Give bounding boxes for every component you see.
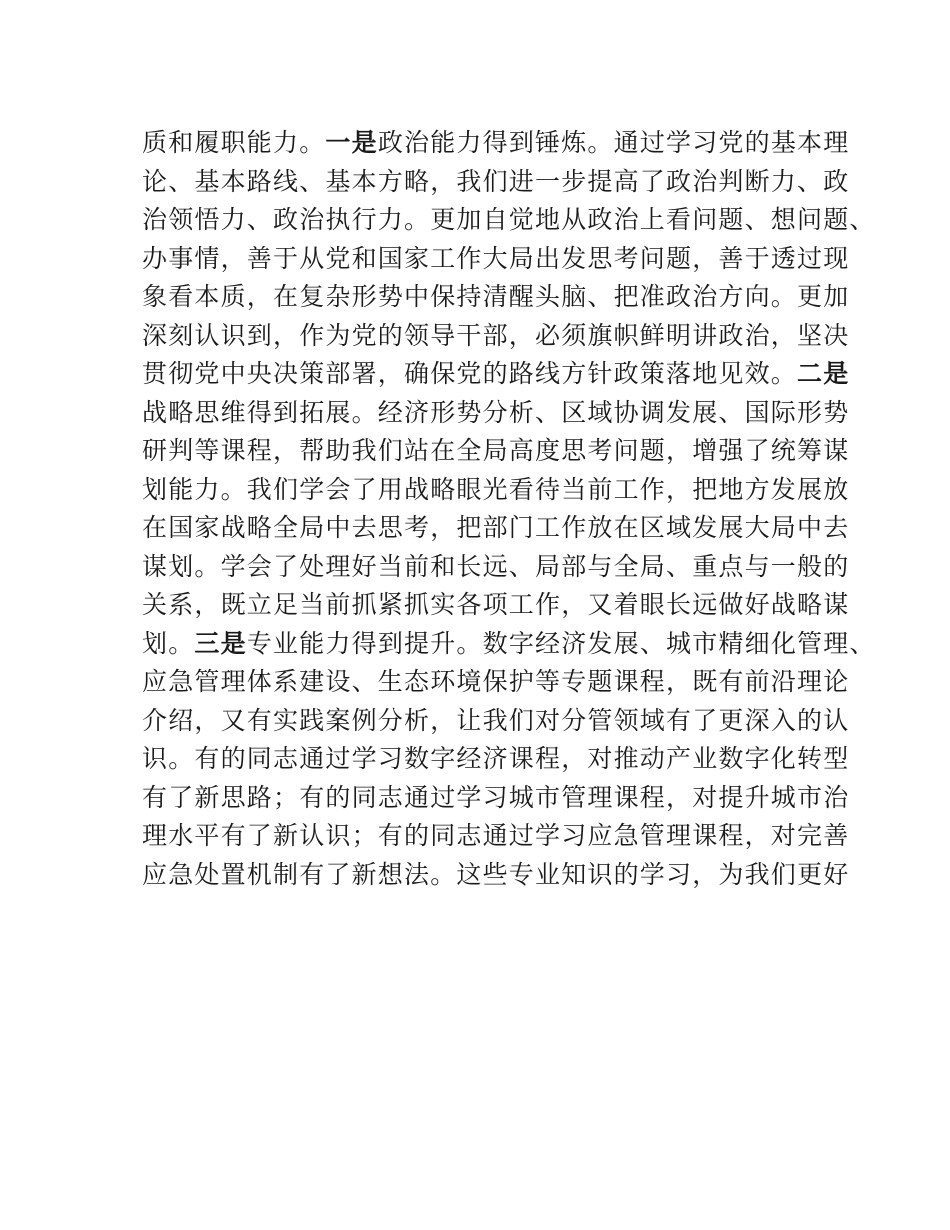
text-line [142,317,850,356]
bold-heading-marker: 二是 [797,359,850,388]
text-line [142,124,850,163]
text-segment: 战略思维得到拓展。经济形势分析、区域协调发展、国际形势 [142,397,850,427]
text-segment: 划。 [142,628,195,658]
text-line [142,355,850,394]
text-segment: 深刻认识到，作为党的领导干部，必须旗帜鲜明讲政治，坚决 [142,320,850,350]
text-segment: 介绍，又有实践案例分析，让我们对分管领域有了更深入的认 [142,705,850,735]
text-line [142,509,850,548]
bold-heading-marker: 三是 [194,628,247,658]
text-line [142,432,850,471]
text-line [142,702,850,741]
text-segment: 论、基本路线、基本方略，我们进一步提高了政治判断力、政 [142,166,850,196]
text-line [142,817,850,856]
text-line [142,278,850,317]
text-segment: 识。有的同志通过学习数字经济课程，对推动产业数字化转型 [142,744,850,773]
text-segment: 理水平有了新认识；有的同志通过学习应急管理课程，对完善 [142,821,850,850]
text-segment: 谋划。学会了处理好当前和长远、局部与全局、重点与一般的 [142,551,850,581]
text-line [142,625,876,664]
text-segment: 质和履职能力。 [142,128,326,157]
text-line [142,163,850,202]
text-line [142,779,850,818]
text-segment: 应急管理体系建设、生态环境保护等专题课程，既有前沿理论 [142,667,850,696]
text-line [142,740,850,779]
text-segment: 贯彻党中央决策部署，确保党的路线方针政策落地见效。 [142,359,798,388]
bold-heading-marker: 一是 [325,128,378,157]
text-line [142,856,850,895]
text-segment: 办事情，善于从党和国家工作大局出发思考问题，善于透过现 [142,243,850,273]
text-line [142,394,850,433]
text-segment: 象看本质，在复杂形势中保持清醒头脑、把准政治方向。更加 [142,282,850,311]
text-segment: 应急处置机制有了新想法。这些专业知识的学习，为我们更好 [142,859,850,889]
text-line [142,586,850,625]
text-segment: 有了新思路；有的同志通过学习城市管理课程，对提升城市治 [142,782,850,812]
text-line [142,240,850,279]
text-line [142,471,850,510]
text-segment: 政治能力得到锤炼。通过学习党的基本理 [377,128,850,157]
text-segment: 关系，既立足当前抓紧抓实各项工作，又着眼长远做好战略谋 [142,590,850,619]
text-line [142,201,876,240]
text-line [142,663,850,702]
text-segment: 治领悟力、政治执行力。更加自觉地从政治上看问题、想问题、 [142,205,876,234]
text-segment: 在国家战略全局中去思考，把部门工作放在区域发展大局中去 [142,513,850,542]
text-line [142,548,850,587]
body-paragraph [142,124,876,894]
text-segment: 划能力。我们学会了用战略眼光看待当前工作，把地方发展放 [142,474,850,504]
text-segment: 研判等课程，帮助我们站在全局高度思考问题，增强了统筹谋 [142,436,850,465]
text-segment: 专业能力得到提升。数字经济发展、城市精细化管理、 [246,628,876,658]
